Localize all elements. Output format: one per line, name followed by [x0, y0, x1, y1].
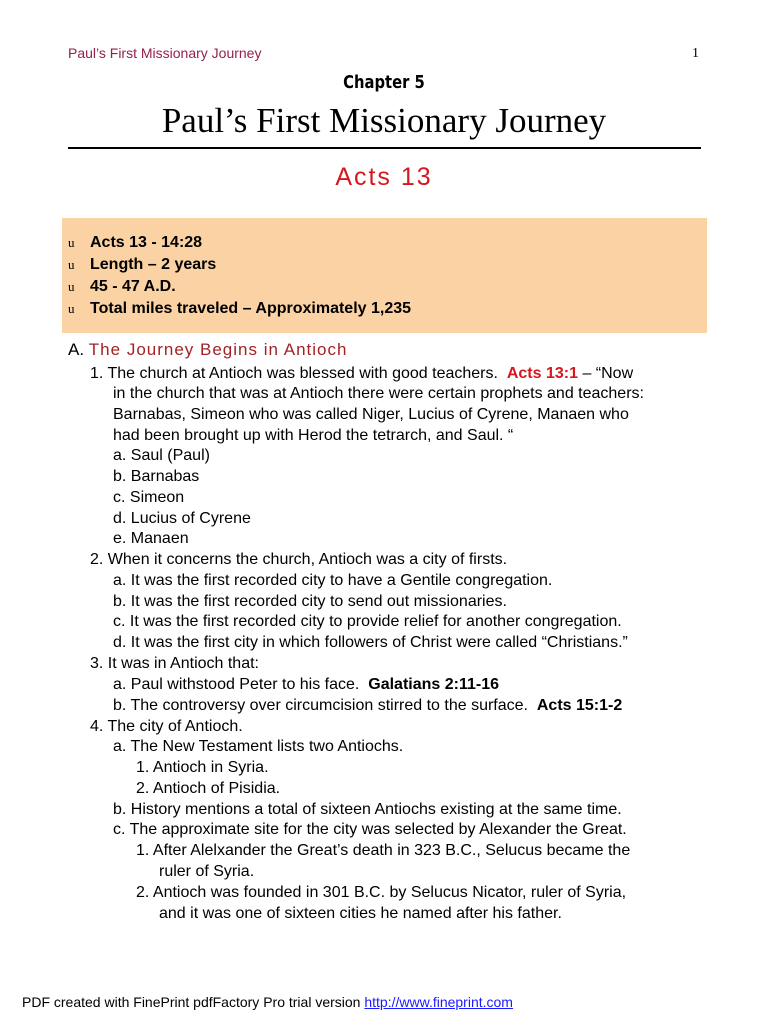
- sub-item-text: Barnabas: [130, 468, 200, 485]
- bullet-icon: u: [68, 257, 75, 272]
- item-number: 1.: [90, 365, 104, 382]
- section-title: The Journey Begins in Antioch: [88, 340, 348, 359]
- sub-item-text: Saul (Paul): [130, 447, 210, 464]
- page-number: 1: [692, 46, 699, 61]
- sub-item-text: Manaen: [130, 530, 189, 547]
- sub-item-label: b.: [113, 801, 127, 818]
- sub-item: [113, 446, 210, 466]
- summary-item-text: Total miles traveled – Approximately 1,235: [90, 300, 412, 317]
- sub-item-text: History mentions a total of sixteen Antiochs existing at the same time.: [130, 801, 622, 818]
- sub-item-text: Antioch in Syria.: [152, 759, 269, 776]
- outline-item: [90, 364, 633, 384]
- scripture-reference: Acts 13:1: [506, 365, 578, 382]
- sub-item-label: a.: [113, 572, 127, 589]
- sub-sub-item: [136, 779, 280, 799]
- sub-item-label: a.: [113, 738, 127, 755]
- quote-text: – “Now: [582, 365, 634, 382]
- sub-item: [113, 800, 622, 820]
- item-text: It was in Antioch that:: [107, 655, 259, 672]
- sub-item-text: The approximate site for the city was selected by Alexander the Great.: [129, 821, 627, 838]
- outline-item: [90, 717, 243, 737]
- item-number: 3.: [90, 655, 104, 672]
- sub-item-text: Antioch of Pisidia.: [152, 780, 281, 797]
- summary-item-text: 45 - 47 A.D.: [90, 278, 176, 295]
- sub-item: [113, 571, 552, 591]
- sub-item: [113, 612, 622, 632]
- bullet-icon: u: [68, 279, 75, 294]
- sub-item-text: It was the first city in which followers of Christ were called “Christians.”: [130, 634, 628, 651]
- sub-item-label: b.: [113, 697, 127, 714]
- sub-item-text: The New Testament lists two Antiochs.: [130, 738, 404, 755]
- sub-item-label: e.: [113, 530, 127, 547]
- sub-sub-item: [136, 883, 626, 903]
- scripture-reference: Acts 15:1-2: [536, 697, 623, 714]
- sub-item: [113, 592, 507, 612]
- item-text: Barnabas, Simeon who was called Niger, Lucius of Cyrene, Manaen who: [113, 406, 629, 423]
- running-header: Paul’s First Missionary Journey: [68, 45, 262, 61]
- title-divider: [68, 147, 701, 149]
- sub-item: [113, 488, 184, 508]
- chapter-label: Chapter 5: [343, 72, 425, 93]
- sub-item: [113, 467, 199, 487]
- sub-item-text: Paul withstood Peter to his face.: [130, 676, 360, 693]
- sub-item-text: and it was one of sixteen cities he named after his father.: [159, 905, 562, 922]
- sub-item-text: Lucius of Cyrene: [130, 510, 251, 527]
- outline-item: [90, 654, 259, 674]
- footer-text: PDF created with FinePrint pdfFactory Pro trial version: [22, 994, 361, 1010]
- sub-item-label: d.: [113, 634, 127, 651]
- sub-item-label: d.: [113, 510, 127, 527]
- item-text: in the church that was at Antioch there were certain prophets and teachers:: [113, 385, 644, 402]
- item-text: The city of Antioch.: [107, 718, 243, 735]
- item-text: had been brought up with Herod the tetrarch, and Saul. “: [113, 427, 514, 444]
- sub-item-label: b.: [113, 593, 127, 610]
- summary-item-text: Acts 13 - 14:28: [90, 234, 203, 251]
- sub-item-text: Antioch was founded in 301 B.C. by Selucus Nicator, ruler of Syria,: [152, 884, 627, 901]
- sub-item-label: 1.: [136, 759, 150, 776]
- outline-item: [90, 550, 507, 570]
- bullet-icon: u: [68, 235, 75, 250]
- sub-item-label: 2.: [136, 780, 150, 797]
- sub-item-text: ruler of Syria.: [159, 863, 255, 880]
- summary-list: [68, 232, 411, 320]
- sub-item-label: a.: [113, 676, 127, 693]
- item-number: 4.: [90, 718, 104, 735]
- sub-item-label: c.: [113, 613, 126, 630]
- summary-item-text: Length – 2 years: [90, 256, 217, 273]
- sub-item: [113, 820, 627, 840]
- item-number: 2.: [90, 551, 104, 568]
- sub-item-label: c.: [113, 489, 126, 506]
- bullet-icon: u: [68, 301, 75, 316]
- sub-item: [113, 529, 189, 549]
- sub-item-text: It was the first recorded city to have a Gentile congregation.: [130, 572, 553, 589]
- summary-item: [68, 254, 411, 276]
- sub-item-label: b.: [113, 468, 127, 485]
- item-text: The church at Antioch was blessed with good teachers.: [107, 365, 498, 382]
- sub-item: [113, 696, 622, 716]
- sub-item-text: Simeon: [129, 489, 185, 506]
- sub-item-text: It was the first recorded city to provide relief for another congregation.: [129, 613, 622, 630]
- page-title: Paul’s First Missionary Journey: [161, 101, 607, 140]
- subtitle: Acts 13: [335, 163, 433, 191]
- sub-item-text: The controversy over circumcision stirred to the surface.: [130, 697, 528, 714]
- section-heading: [68, 340, 347, 360]
- sub-item-label: 2.: [136, 884, 150, 901]
- scripture-reference: Galatians 2:11-16: [368, 676, 500, 693]
- sub-item: [113, 737, 403, 757]
- footer: [22, 994, 513, 1010]
- summary-item: [68, 298, 411, 320]
- section-letter: A.: [68, 340, 85, 359]
- footer-link[interactable]: http://www.fineprint.com: [364, 994, 513, 1010]
- sub-item-label: c.: [113, 821, 126, 838]
- sub-item-text: After Alelxander the Great’s death in 323 B.C., Selucus became the: [152, 842, 631, 859]
- sub-item-label: 1.: [136, 842, 150, 859]
- sub-item: [113, 675, 499, 695]
- sub-sub-item: [136, 758, 269, 778]
- sub-sub-item: [136, 841, 630, 861]
- sub-item-text: It was the first recorded city to send out missionaries.: [130, 593, 507, 610]
- item-text: When it concerns the church, Antioch was a city of firsts.: [107, 551, 508, 568]
- sub-item-label: a.: [113, 447, 127, 464]
- summary-item: [68, 232, 411, 254]
- summary-item: [68, 276, 411, 298]
- sub-item: [113, 509, 251, 529]
- sub-item: [113, 633, 628, 653]
